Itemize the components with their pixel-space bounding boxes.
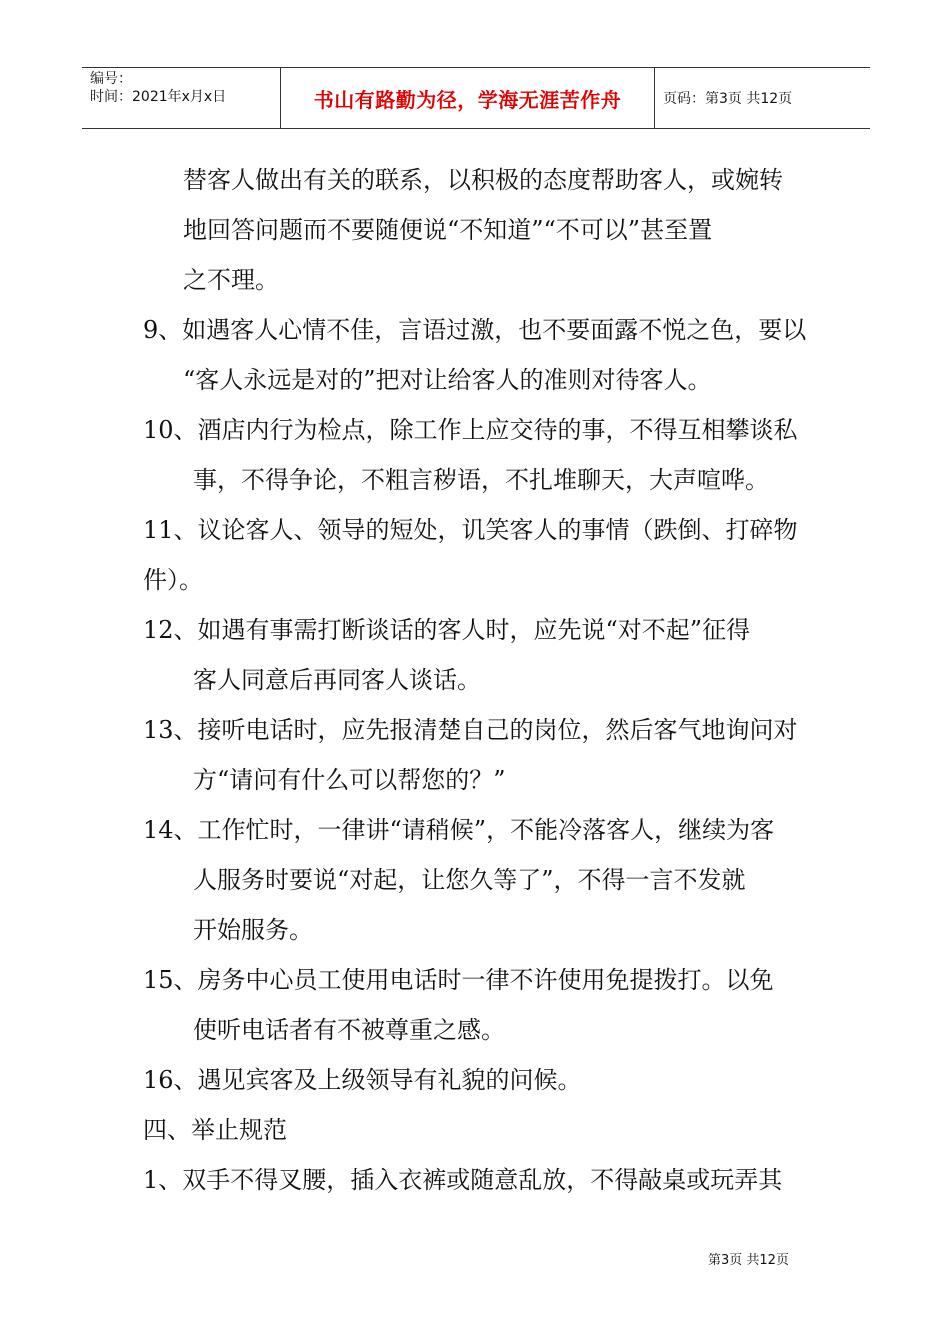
page-footer: 第3页 共12页 <box>708 1253 789 1268</box>
body-line: 10、酒店内行为检点，除工作上应交待的事，不得互相攀谈私 <box>143 416 798 444</box>
header-motto: 书山有路勤为径，学海无涯苦作舟 <box>313 87 622 112</box>
header-motto-cell <box>281 68 655 128</box>
body-line: 开始服务。 <box>193 916 313 944</box>
body-line: 之不理。 <box>183 266 279 294</box>
document-date-label: 时间：2021年x月x日 <box>90 89 227 105</box>
header-page-cell <box>655 68 870 128</box>
body-line: 地回答问题而不要随便说“不知道”“不可以”甚至置 <box>183 216 713 244</box>
body-line: 16、遇见宾客及上级领导有礼貌的问候。 <box>143 1066 582 1094</box>
page-header <box>82 67 870 129</box>
body-line: 13、接听电话时，应先报清楚自己的岗位，然后客气地询问对 <box>143 716 798 744</box>
body-line: 客人同意后再同客人谈话。 <box>193 666 481 694</box>
body-line: 件）。 <box>143 566 203 594</box>
body-line: 事，不得争论，不粗言秽语，不扎堆聊天，大声喧哗。 <box>193 466 769 494</box>
header-page-info: 页码：第3页 共12页 <box>663 91 793 107</box>
body-line: 9、如遇客人心情不佳，言语过激，也不要面露不悦之色，要以 <box>143 316 807 344</box>
body-line: 14、工作忙时，一律讲“请稍候”，不能冷落客人，继续为客 <box>143 816 775 844</box>
body-line: 方“请问有什么可以帮您的？” <box>193 766 506 794</box>
body-line: 1、双手不得叉腰，插入衣裤或随意乱放，不得敲桌或玩弄其 <box>143 1166 783 1194</box>
body-line: 12、如遇有事需打断谈话的客人时，应先说“对不起”征得 <box>143 616 751 644</box>
body-line: 替客人做出有关的联系，以积极的态度帮助客人，或婉转 <box>183 166 783 194</box>
body-line: 人服务时要说“对起，让您久等了”，不得一言不发就 <box>193 866 746 894</box>
body-line: 15、房务中心员工使用电话时一律不许使用免提拨打。以免 <box>143 966 774 994</box>
body-line: 使听电话者有不被尊重之感。 <box>193 1016 505 1044</box>
body-line: 11、议论客人、领导的短处，讥笑客人的事情（跌倒、打碎物 <box>143 516 798 544</box>
document-number-label: 编号： <box>90 71 132 87</box>
section-heading: 四、举止规范 <box>143 1116 287 1144</box>
header-meta <box>82 68 281 128</box>
body-line: “客人永远是对的”把对让给客人的准则对待客人。 <box>183 366 712 394</box>
